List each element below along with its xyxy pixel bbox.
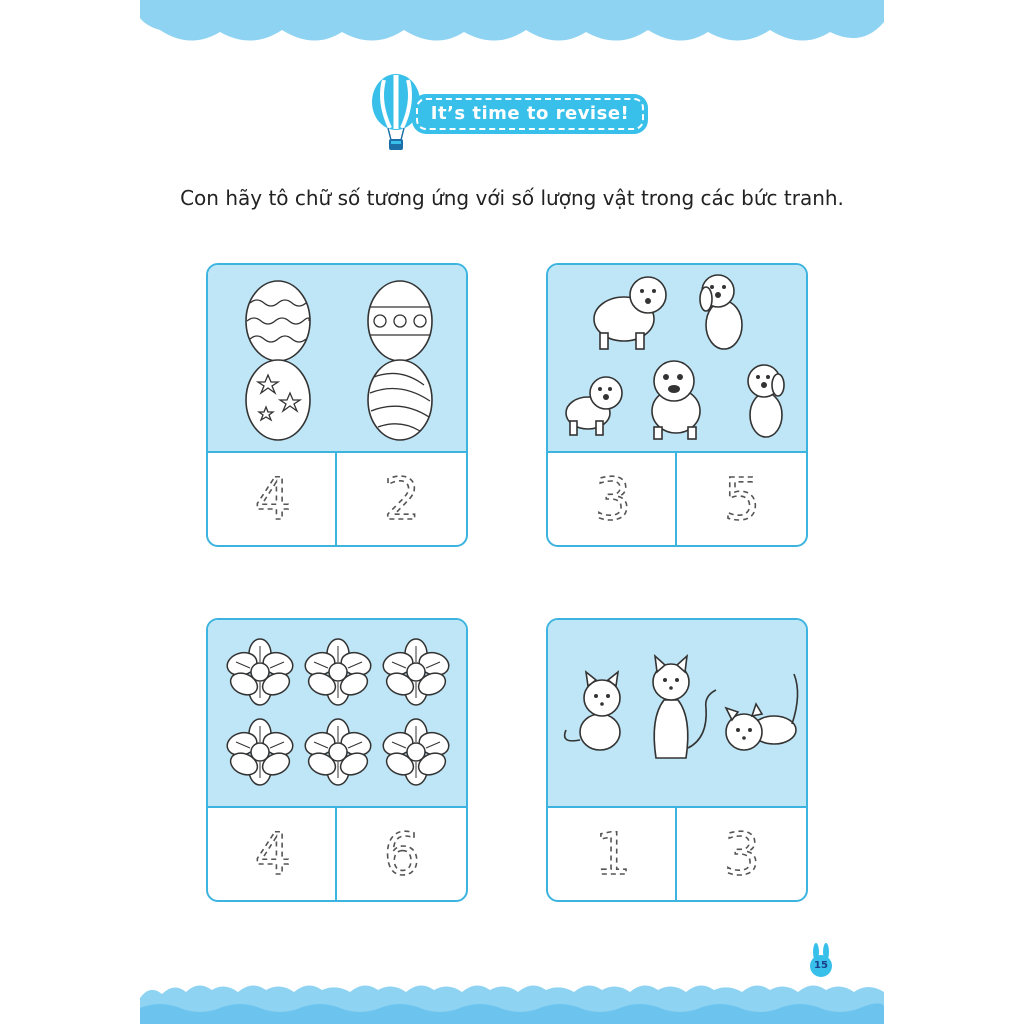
number-row xyxy=(548,453,806,545)
flower xyxy=(303,639,374,705)
flower xyxy=(225,639,296,705)
egg-stripes xyxy=(368,360,432,440)
trace-number-cell[interactable] xyxy=(548,808,677,900)
trace-number-cell[interactable] xyxy=(337,453,466,545)
svg-text:3: 3 xyxy=(723,820,761,888)
egg-illustrations xyxy=(208,265,468,453)
egg-wavy xyxy=(246,281,310,361)
exercise-card-eggs xyxy=(206,263,468,547)
puppy-fluffy xyxy=(566,377,622,435)
grass-decoration xyxy=(140,978,884,1024)
flower xyxy=(303,719,374,785)
svg-text:2: 2 xyxy=(383,465,421,533)
kitten-tall xyxy=(653,656,716,758)
number-row xyxy=(208,808,466,900)
trace-number-cell[interactable] xyxy=(677,808,806,900)
exercise-card-flowers xyxy=(206,618,468,902)
puppy-bone xyxy=(652,361,700,439)
banner-pill xyxy=(412,94,648,134)
traced-digit xyxy=(677,453,807,545)
kitten-illustrations xyxy=(548,620,808,808)
instruction-text: Con hãy tô chữ số tương ứng với số lượng vật trong các bức tranh. xyxy=(180,186,844,210)
egg-flowers xyxy=(368,281,432,361)
exercise-card-puppies xyxy=(546,263,808,547)
traced-digit xyxy=(337,453,467,545)
kittens-picture xyxy=(548,620,806,808)
page-number: 15 xyxy=(814,960,828,971)
flowers-picture xyxy=(208,620,466,808)
title-banner xyxy=(368,72,650,156)
number-row xyxy=(208,453,466,545)
trace-number-cell[interactable] xyxy=(337,808,466,900)
puppies-picture xyxy=(548,265,806,453)
number-row xyxy=(548,808,806,900)
svg-text:5: 5 xyxy=(723,465,761,533)
svg-text:1: 1 xyxy=(594,820,632,888)
clouds-decoration xyxy=(140,0,884,50)
kitten-sitting xyxy=(565,672,620,750)
traced-digit xyxy=(208,808,338,900)
traced-digit xyxy=(337,808,467,900)
traced-digit xyxy=(208,453,338,545)
traced-digit xyxy=(548,453,678,545)
flower xyxy=(225,719,296,785)
flower xyxy=(381,719,452,785)
puppy-sitting xyxy=(700,275,742,349)
eggs-picture xyxy=(208,265,466,453)
flower-illustrations xyxy=(208,620,468,808)
banner-title: It’s time to revise! xyxy=(430,103,630,124)
trace-number-cell[interactable] xyxy=(677,453,806,545)
traced-digit xyxy=(677,808,807,900)
exercise-card-kittens xyxy=(546,618,808,902)
svg-text:3: 3 xyxy=(594,465,632,533)
page-number-badge xyxy=(806,942,836,978)
svg-text:6: 6 xyxy=(383,820,421,888)
trace-number-cell[interactable] xyxy=(208,453,337,545)
puppy-small xyxy=(748,365,784,437)
puppy-pug xyxy=(594,277,666,349)
puppy-illustrations xyxy=(548,265,808,453)
trace-number-cell[interactable] xyxy=(548,453,677,545)
flower xyxy=(381,639,452,705)
kitten-playing xyxy=(726,674,798,750)
traced-digit xyxy=(548,808,678,900)
svg-text:4: 4 xyxy=(254,465,292,533)
svg-text:4: 4 xyxy=(254,820,292,888)
trace-number-cell[interactable] xyxy=(208,808,337,900)
